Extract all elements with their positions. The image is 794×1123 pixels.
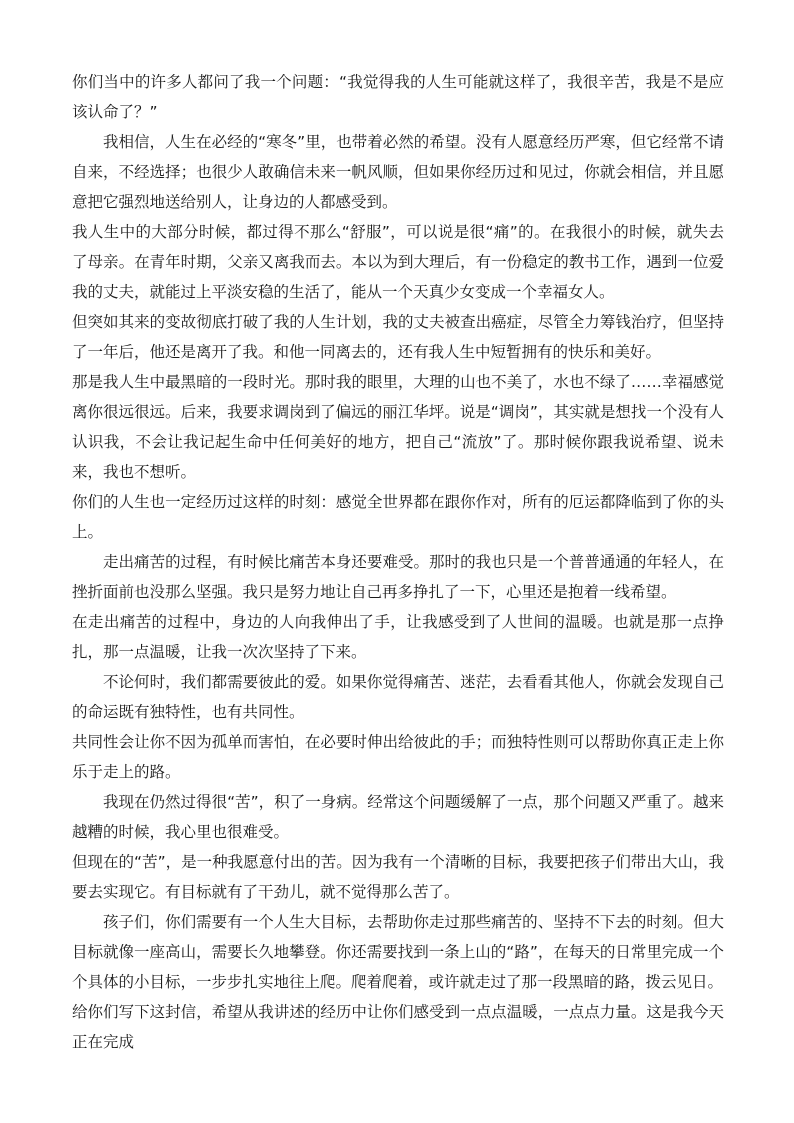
paragraph-5: 那是我人生中最黑暗的一段时光。那时我的眼里，大理的山也不美了，水也不绿了……幸福感觉离你很远很远。后来，我要求调岗到了偏远的丽江华坪。说是“调岗”，其实就是想找一个没有人认识我，不会让我记起生命中任何美好的地方，把自己“流放”了。那时候你跟我说希望、说未来，我也不想听。 xyxy=(72,373,724,481)
paragraph-12: 但现在的“苦”，是一种我愿意付出的苦。因为我有一个清晰的目标，我要把孩子们带出大山，我要去实现它。有目标就有了干劲儿，就不觉得那么苦了。 xyxy=(72,853,724,901)
paragraph-8: 在走出痛苦的过程中，身边的人向我伸出了手，让我感受到了人世间的温暖。也就是那一点挣扎，那一点温暖，让我一次次坚持了下来。 xyxy=(72,613,724,661)
paragraph-1: 你们当中的许多人都问了我一个问题：“我觉得我的人生可能就这样了，我很辛苦，我是不是应该认命了？” xyxy=(72,73,724,121)
paragraph-6: 你们的人生也一定经历过这样的时刻：感觉全世界都在跟你作对，所有的厄运都降临到了你的头上。 xyxy=(72,493,724,541)
paragraph-7: 走出痛苦的过程，有时候比痛苦本身还要难受。那时的我也只是一个普普通通的年轻人，在挫折面前也没那么坚强。我只是努力地让自己再多挣扎了一下，心里还是抱着一线希望。 xyxy=(72,553,724,601)
paragraph-10: 共同性会让你不因为孤单而害怕，在必要时伸出给彼此的手；而独特性则可以帮助你真正走上你乐于走上的路。 xyxy=(72,733,724,781)
paragraph-14: 给你们写下这封信，希望从我讲述的经历中让你们感受到一点点温暖，一点点力量。这是我今天正在完成 xyxy=(72,1003,724,1051)
paragraph-13: 孩子们，你们需要有一个人生大目标，去帮助你走过那些痛苦的、坚持不下去的时刻。但大目标就像一座高山，需要长久地攀登。你还需要找到一条上山的“路”，在每天的日常里完成一个个具体的小目标，一步步扎实地往上爬。爬着爬着，或许就走过了那一段黑暗的路，拨云见日。 xyxy=(72,913,724,991)
paragraph-9: 不论何时，我们都需要彼此的爱。如果你觉得痛苦、迷茫，去看看其他人，你就会发现自己的命运既有独特性，也有共同性。 xyxy=(72,673,724,721)
paragraph-4: 但突如其来的变故彻底打破了我的人生计划，我的丈夫被查出癌症，尽管全力筹钱治疗，但坚持了一年后，他还是离开了我。和他一同离去的，还有我人生中短暂拥有的快乐和美好。 xyxy=(72,313,724,361)
paragraph-2: 我相信，人生在必经的“寒冬”里，也带着必然的希望。没有人愿意经历严寒，但它经常不请自来，不经选择；也很少人敢确信未来一帆风顺，但如果你经历过和见过，你就会相信，并且愿意把它强烈地送给别人，让身边的人都感受到。 xyxy=(72,133,724,211)
paragraph-11: 我现在仍然过得很“苦”，积了一身病。经常这个问题缓解了一点，那个问题又严重了。越来越糟的时候，我心里也很难受。 xyxy=(72,793,724,841)
paragraph-3: 我人生中的大部分时候，都过得不那么“舒服”，可以说是很“痛”的。在我很小的时候，就失去了母亲。在青年时期，父亲又离我而去。本以为到大理后，有一份稳定的教书工作，遇到一位爱我的丈夫，就能过上平淡安稳的生活了，能从一个天真少女变成一个幸福女人。 xyxy=(72,223,724,301)
letter-body xyxy=(72,67,724,1057)
